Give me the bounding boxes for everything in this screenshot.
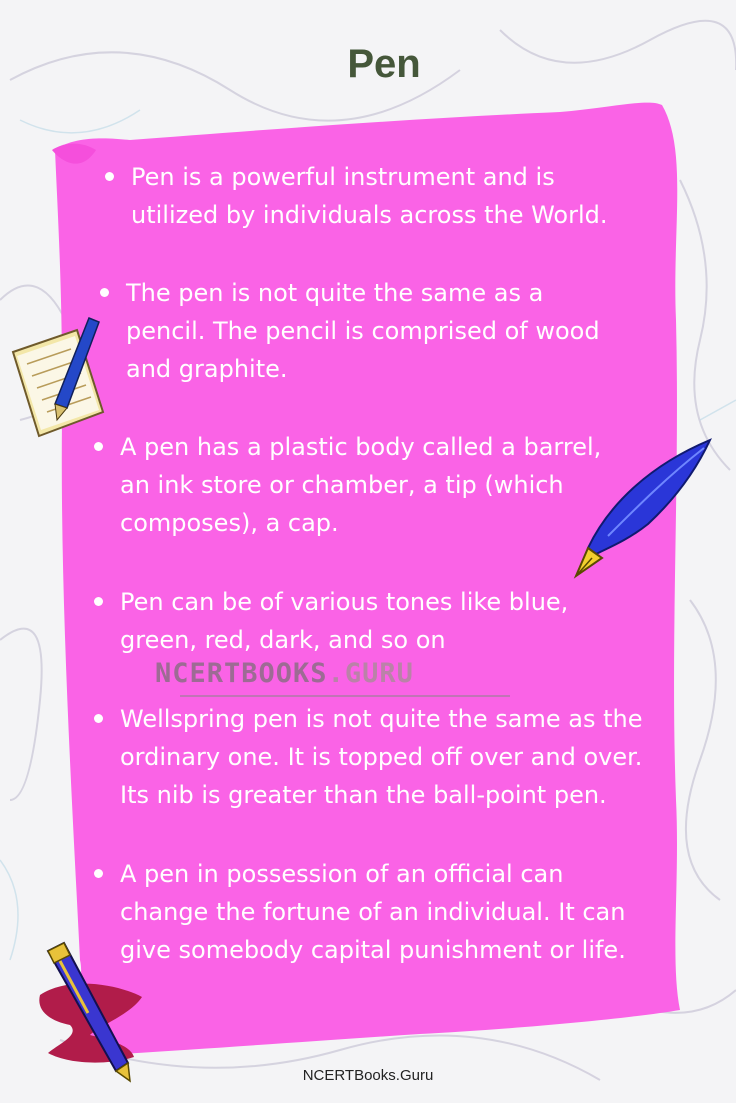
ballpoint-pen-icon [30,935,155,1085]
bullet-dot [94,869,103,878]
watermark-accent: .GURU [327,658,414,689]
list-item-text: Wellspring pen is not quite the same as the ordinary one. It is topped off over and over. Its nib is greater than the ball-point pen. [120,705,643,809]
bullet-dot [94,714,103,723]
list-item [126,274,606,388]
bullet-dot [100,288,109,297]
list-item-text: Pen can be of various tones like blue, green, red, dark, and so on [120,588,569,654]
notepad-pen-icon [5,312,115,442]
list-item [120,583,570,659]
list-item [120,855,640,969]
list-item-text: Pen is a powerful instrument and is utilized by individuals across the World. [131,163,608,229]
watermark [155,658,414,689]
list-item [131,158,621,234]
list-item-text: A pen in possession of an official can change the fortune of an individual. It can give somebody capital punishment or life. [120,860,626,964]
bullet-dot [94,597,103,606]
list-item-text: A pen has a plastic body called a barrel, an ink store or chamber, a tip (which composes), a cap. [120,433,602,537]
list-item [120,428,610,542]
footer-credit: NCERTBooks.Guru [302,1067,434,1084]
list-item-text: The pen is not quite the same as a pencil. The pencil is comprised of wood and graphite. [126,279,600,383]
watermark-underline [180,695,510,697]
list-item [120,700,672,814]
watermark-main: NCERTBOOKS [155,658,328,689]
quill-pen-icon [568,436,718,581]
bullet-dot [105,172,114,181]
bullet-dot [94,442,103,451]
page-title: Pen [347,42,421,86]
